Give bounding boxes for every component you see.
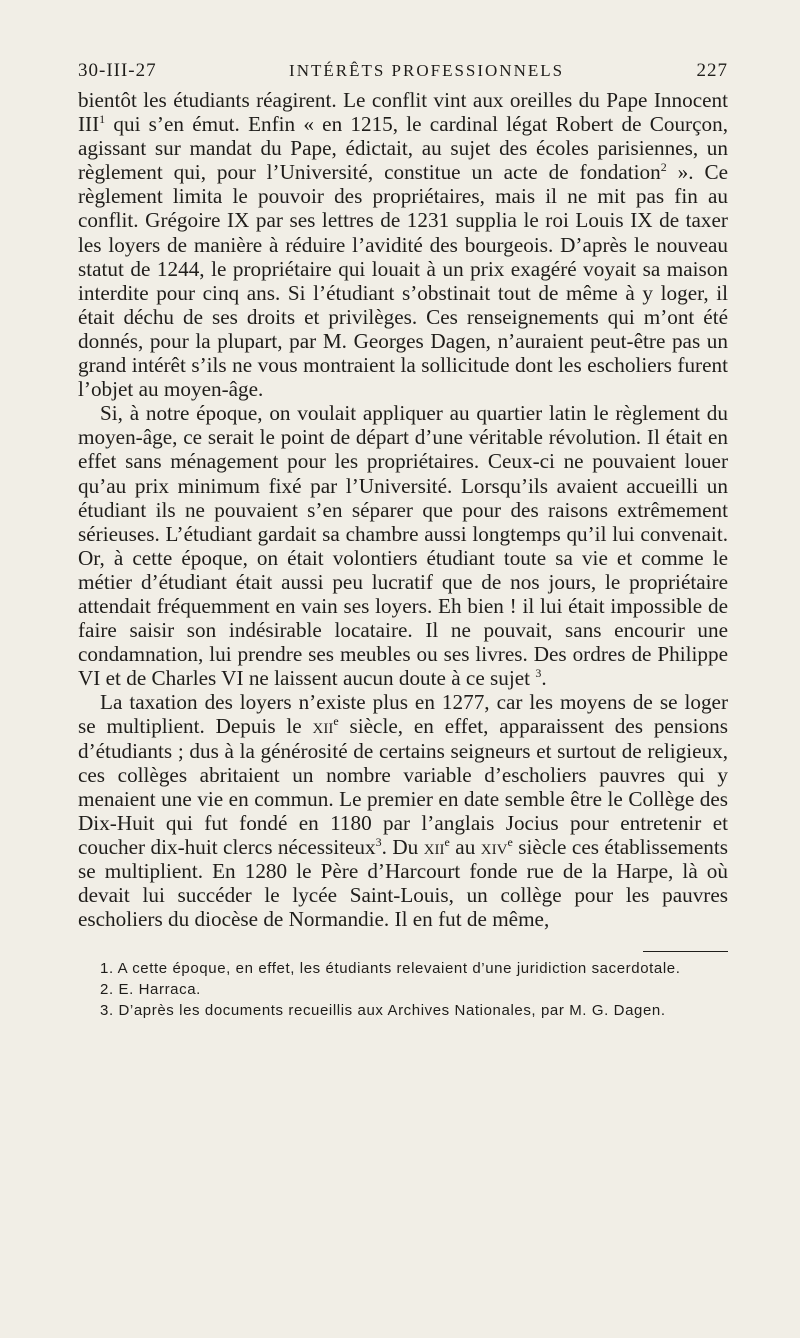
footnote: 2. E. Harraca. bbox=[100, 981, 201, 999]
footnote-marker: 3 bbox=[375, 834, 382, 849]
body-text bbox=[78, 88, 728, 931]
footnote: 3. D’après les documents recueillis aux Archives Nationales, par M. G. Dagen. bbox=[100, 1002, 666, 1020]
paragraph bbox=[78, 401, 728, 690]
text-run: . Du bbox=[381, 834, 424, 859]
roman-numeral: xiv bbox=[480, 834, 508, 859]
text-run: siècle ces établissements se multiplient. En 1280 le Père d’Harcourt fonde rue de la Harpe, là où devait lui succéder le lycée Saint-Louis, un collège pour les pauvres escholiers du diocèse de Normandie. Il en fut de même, bbox=[78, 834, 728, 932]
footnote: 1. A cette époque, en effet, les étudiants relevaient d’une juridiction sacerdotale. bbox=[100, 960, 681, 978]
text-run: ». Ce règlement limita le pouvoir des propriétaires, mais il ne mit pas fin au conflit. Grégoire IX par ses lettres de 1231 supplia le roi Louis IX de taxer les loyers de manière à réduire l’avidité des bourgeois. D’après le nouveau statut de 1244, le propriétaire qui louait à un prix exagéré voyait sa maison interdite pour cinq ans. Si l’étudiant s’obstinait tout de même à y loger, il était déchu de ses droits et privilèges. Ces renseignements qui m’ont été donnés, pour la plupart, par M. Georges Dagen, n’auraient peut-être pas un grand intérêt s’ils ne vous montraient la sollicitude dont les escholiers furent l’objet au moyen-âge. bbox=[78, 160, 728, 402]
roman-numeral: xii bbox=[423, 834, 445, 859]
header-title: INTÉRÊTS PROFESSIONNELS bbox=[289, 61, 565, 80]
footnote-marker: 2 bbox=[660, 160, 667, 175]
text-run: qui s’en émut. Enfin « en 1215, le cardinal légat Robert de Courçon, agissant sur mandat du Pape, édictait, au sujet des écoles parisiennes, un règlement qui, pour l’Université, constitue un acte de fondation bbox=[78, 112, 728, 185]
page bbox=[78, 60, 728, 1021]
footnote-marker: 3 bbox=[535, 666, 542, 681]
paragraph bbox=[78, 88, 728, 401]
footnote-marker: e bbox=[444, 834, 450, 849]
header-date: 30-III-27 bbox=[78, 60, 157, 81]
footnotes bbox=[78, 958, 728, 1021]
footnote-rule bbox=[643, 951, 728, 952]
footnote-marker: e bbox=[507, 834, 513, 849]
footnote-marker: e bbox=[333, 714, 339, 729]
text-run: au bbox=[449, 834, 481, 859]
text-run: bientôt les étudiants réagirent. Le conflit vint aux oreilles du Pape Innocent III bbox=[78, 88, 728, 137]
roman-numeral: xii bbox=[312, 714, 334, 739]
paragraph bbox=[78, 690, 728, 931]
running-header bbox=[78, 60, 728, 82]
text-run: . bbox=[541, 666, 547, 691]
text-run: Si, à notre époque, on voulait appliquer au quartier latin le règlement du moyen-âge, ce serait le point de départ d’une véritable révolution. Il était en effet sans ménagement pour les propriétaires. Ceux-ci ne pouvaient louer qu’au prix minimum fixé par l’Université. Lorsqu’ils avaient accueilli un étudiant ils ne pouvaient s’en séparer que pour des raisons extrêmement sérieuses. L’étudiant gardait sa chambre aussi longtemps qu’il lui convenait. Or, à cette époque, on était volontiers étudiant toute sa vie et comme le métier d’étudiant était aussi peu lucratif que de nos jours, le propriétaire attendait fréquemment en vain ses loyers. Eh bien ! il lui était impossible de faire saisir son indésirable locataire. Il ne pouvait, sans encourir une condamnation, lui prendre ses meubles ou ses livres. Des ordres de Philippe VI et de Charles VI ne laissent aucun doute à ce sujet bbox=[78, 401, 728, 691]
page-number: 227 bbox=[696, 60, 728, 81]
text-run: siècle, en effet, apparaissent des pensions d’étudiants ; dus à la générosité de certains seigneurs et surtout de religieux, ces collèges abritaient un nombre variable d’escholiers pauvres qui y menaient une vie en commun. Le premier en date semble être le Collège des Dix-Huit qui fut fondé en 1180 par l’anglais Jocius pour entretenir et coucher dix-huit clercs nécessiteux bbox=[78, 714, 728, 859]
text-run: La taxation des loyers n’existe plus en 1277, car les moyens de se loger se multiplient. Depuis le bbox=[78, 690, 728, 739]
footnote-marker: 1 bbox=[99, 112, 106, 127]
